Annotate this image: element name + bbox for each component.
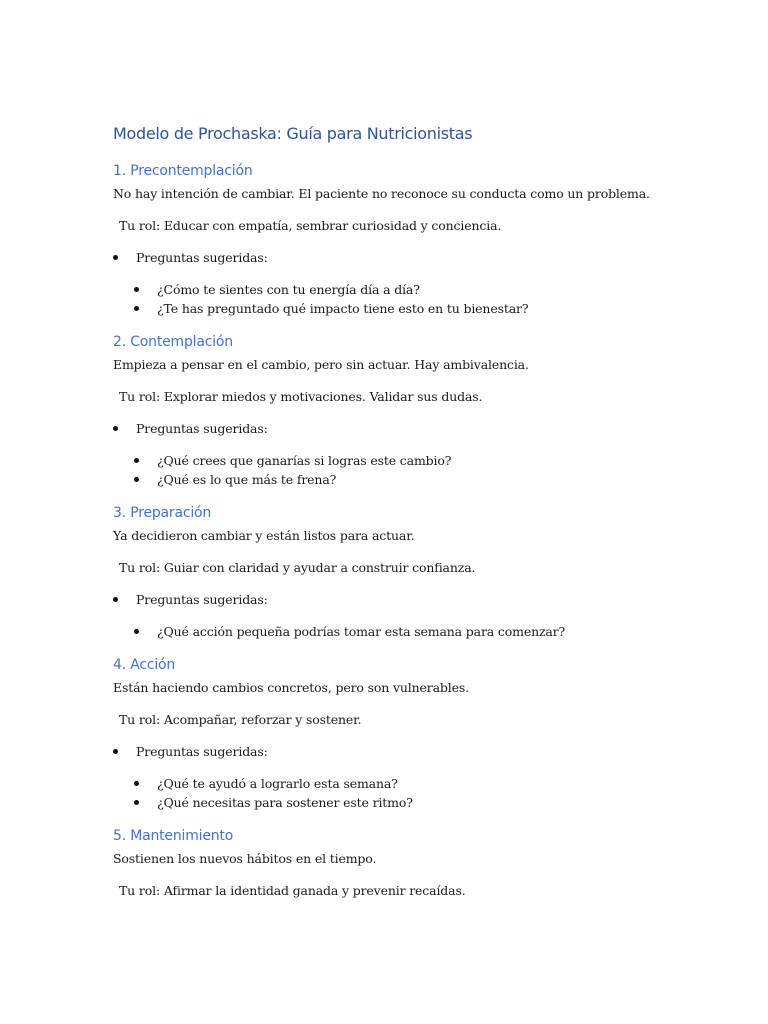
section-heading-accion: 4. Acción [113,657,176,673]
bullet-icon [113,597,118,602]
section-role: Tu rol: Guiar con claridad y ayudar a construir confianza. [119,560,476,575]
section-description: Empieza a pensar en el cambio, pero sin actuar. Hay ambivalencia. [113,357,529,372]
section-role: Tu rol: Afirmar la identidad ganada y prevenir recaídas. [119,883,466,898]
question-item: ¿Qué te ayudó a lograrlo esta semana? [157,776,398,791]
bullet-icon [134,458,139,463]
bullet-icon [113,255,118,260]
section-heading-preparacion: 3. Preparación [113,505,212,521]
section-heading-mantenimiento: 5. Mantenimiento [113,828,234,844]
questions-label: Preguntas sugeridas: [136,250,268,265]
bullet-icon [134,287,139,292]
bullet-icon [113,749,118,754]
bullet-icon [134,781,139,786]
question-item: ¿Qué crees que ganarías si logras este cambio? [157,453,452,468]
section-description: Están haciendo cambios concretos, pero son vulnerables. [113,680,469,695]
section-description: No hay intención de cambiar. El paciente no reconoce su conducta como un problema. [113,186,650,201]
bullet-icon [134,629,139,634]
section-description: Sostienen los nuevos hábitos en el tiempo. [113,851,377,866]
bullet-icon [134,306,139,311]
section-role: Tu rol: Explorar miedos y motivaciones. Validar sus dudas. [119,389,483,404]
questions-label: Preguntas sugeridas: [136,421,268,436]
section-role: Tu rol: Educar con empatía, sembrar curiosidad y conciencia. [119,218,502,233]
question-item: ¿Qué acción pequeña podrías tomar esta semana para comenzar? [157,624,566,639]
question-item: ¿Qué necesitas para sostener este ritmo? [157,795,413,810]
document-title: Modelo de Prochaska: Guía para Nutricionistas [113,124,473,143]
question-item: ¿Qué es lo que más te frena? [157,472,337,487]
question-item: ¿Te has preguntado qué impacto tiene esto en tu bienestar? [157,301,529,316]
questions-label: Preguntas sugeridas: [136,592,268,607]
questions-label: Preguntas sugeridas: [136,744,268,759]
bullet-icon [113,426,118,431]
bullet-icon [134,477,139,482]
section-heading-contemplacion: 2. Contemplación [113,334,233,350]
section-description: Ya decidieron cambiar y están listos para actuar. [113,528,415,543]
section-role: Tu rol: Acompañar, reforzar y sostener. [119,712,362,727]
question-item: ¿Cómo te sientes con tu energía día a día? [157,282,420,297]
section-heading-precontemplacion: 1. Precontemplación [113,163,253,179]
bullet-icon [134,800,139,805]
